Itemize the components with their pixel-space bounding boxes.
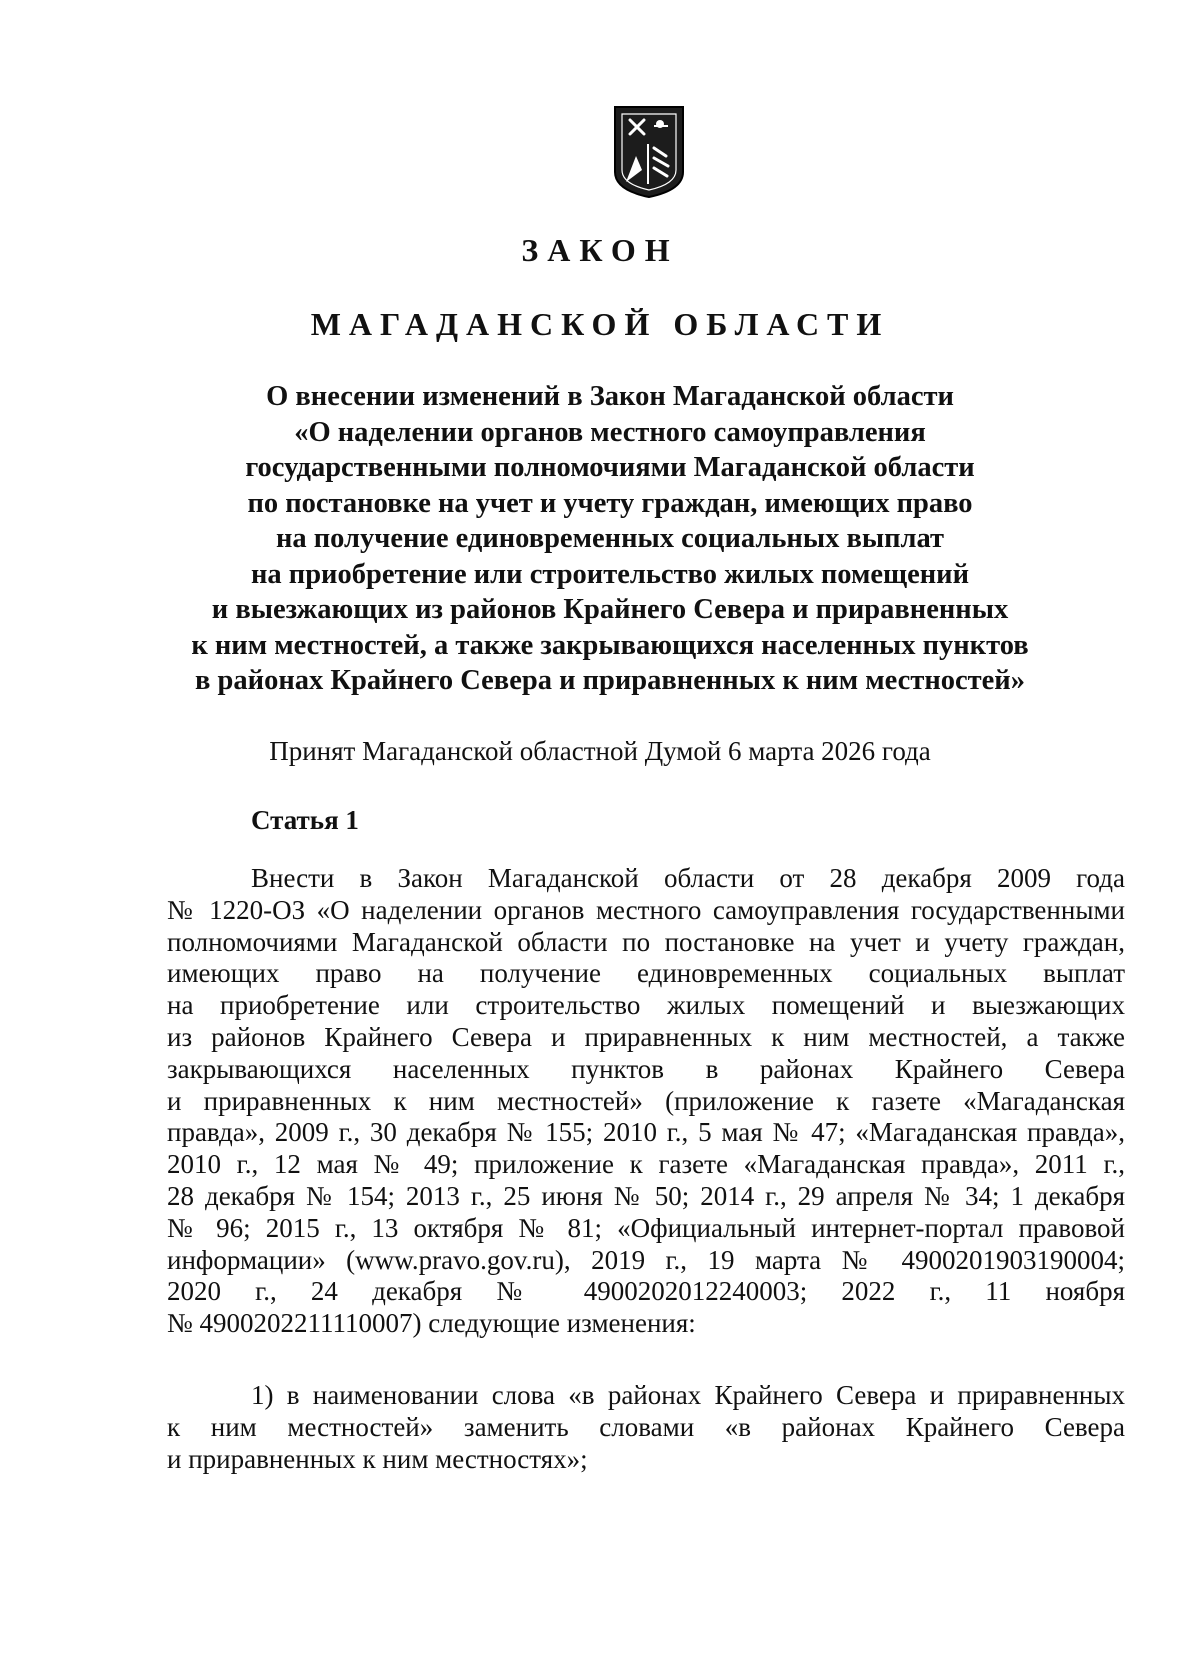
law-title-line: О внесении изменений в Закон Магаданской области [266,381,954,412]
article-heading: Статья 1 [251,805,359,835]
body-line: полномочиями Магаданской области по постановке на учет и учету граждан, [167,926,1125,957]
law-title-line: по постановке на учет и учету граждан, имеющих право [247,487,973,519]
region-heading: МАГАДАНСКОЙ ОБЛАСТИ [310,306,890,342]
body-line: Внести в Закон Магаданской области от 28 декабря 2009 года [251,863,1125,893]
law-title-line: государственными полномочиями Магаданской области [245,452,975,483]
body-line: информации» (www.pravo.gov.ru), 2019 г., 19 марта № 4900201903190004; [167,1244,1125,1275]
law-title [160,379,1060,699]
body-line: № 96; 2015 г., 13 октября № 81; «Официальный интернет-портал правовой [167,1212,1125,1243]
body-line: № 4900202211110007) следующие изменения: [167,1308,696,1339]
law-title-line: на приобретение или строительство жилых помещений [250,558,970,590]
body-line: на приобретение или строительство жилых помещений и выезжающих [167,990,1125,1021]
document-heading: ЗАКОН [521,232,679,268]
law-title-line: на получение единовременных социальных выплат [275,523,945,554]
body-line: 2010 г., 12 мая № 49; приложение к газете «Магаданская правда», 2011 г., [167,1149,1125,1180]
law-title-line: в районах Крайнего Севера и приравненных к ним местностей» [195,665,1025,696]
law-title-line: «О наделении органов местного самоуправления [294,416,926,448]
body-line: правда», 2009 г., 30 декабря № 155; 2010 г., 5 мая № 47; «Магаданская правда», [167,1117,1125,1148]
body-line: 2020 г., 24 декабря № 4900202012240003; 2022 г., 11 ноября [167,1276,1125,1307]
body-line: и приравненных к ним местностей» (приложение к газете «Магаданская [167,1085,1125,1116]
law-title-line: к ним местностей, а также закрывающихся населенных пунктов [191,629,1029,661]
body-line: № 1220-ОЗ «О наделении органов местного самоуправления государственными [167,894,1125,925]
item-line: и приравненных к ним местностях»; [167,1443,588,1474]
body-line: имеющих право на получение единовременных социальных выплат [167,958,1125,989]
law-title-line: и выезжающих из районов Крайнего Севера и приравненных [211,594,1009,625]
amendment-item-1 [167,1380,1125,1475]
article-body [167,863,1125,1340]
body-line: 28 декабря № 154; 2013 г., 25 июня № 50; 2014 г., 29 апреля № 34; 1 декабря [167,1180,1125,1211]
item-line: к ним местностей» заменить словами «в районах Крайнего Севера [167,1411,1125,1442]
adoption-note: Принят Магаданской областной Думой 6 марта 2026 года [269,736,931,766]
body-line: из районов Крайнего Севера и приравненных к ним местностей, а также [167,1021,1125,1052]
body-line: закрывающихся населенных пунктов в районах Крайнего Севера [167,1053,1125,1084]
coat-of-arms-emblem [612,104,686,200]
item-line: 1) в наименовании слова «в районах Крайнего Севера и приравненных [251,1380,1125,1410]
